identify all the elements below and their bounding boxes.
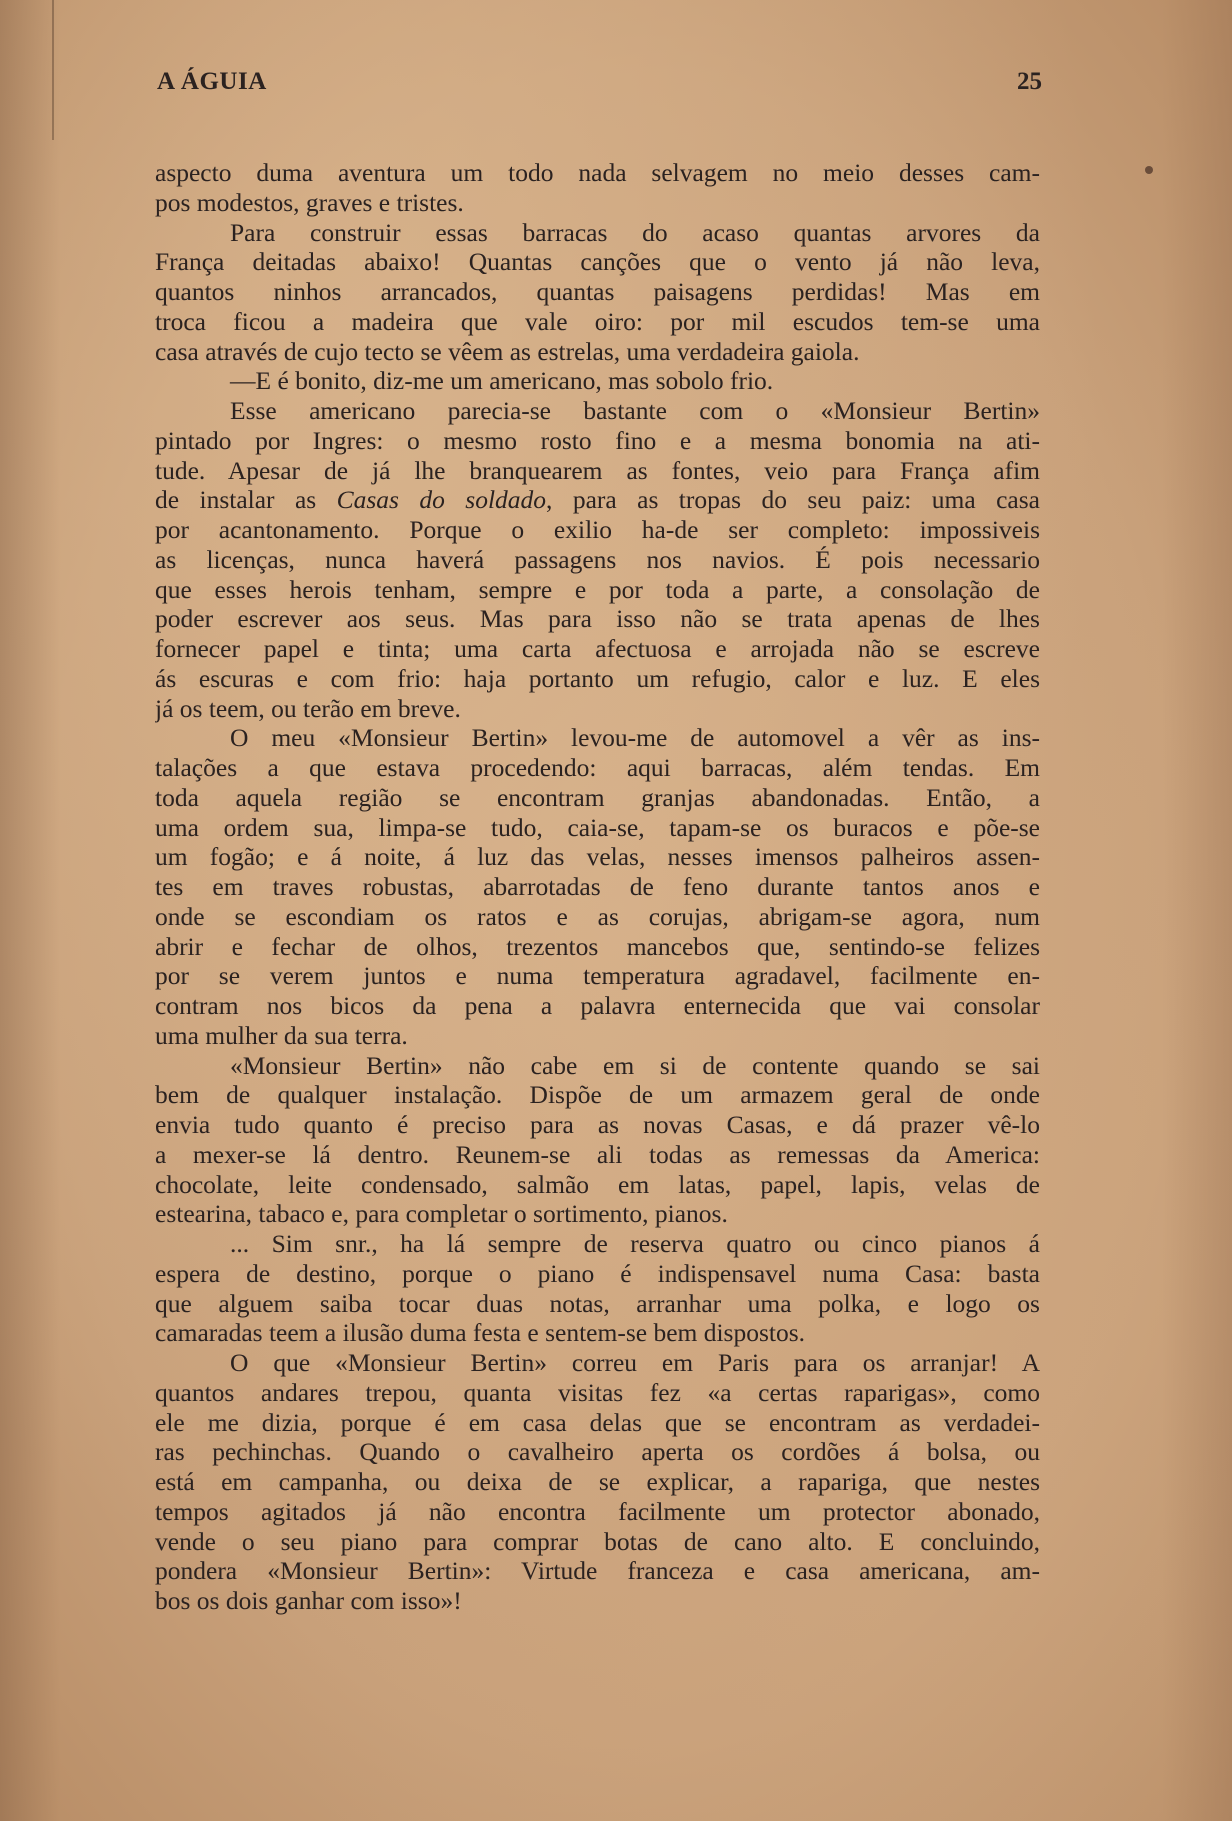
- text-line: —E é bonito, diz-me um americano, mas sobolo frio.: [230, 366, 774, 396]
- text-line: França deitadas abaixo! Quantas canções que o vento já não leva,: [155, 247, 1040, 277]
- text-line: camaradas teem a ilusão duma festa e sentem-se bem dispostos.: [155, 1318, 806, 1348]
- running-head: [157, 68, 1042, 108]
- text-line: já os teem, ou terão em breve.: [155, 693, 461, 723]
- text-line: contram nos bicos da pena a palavra enternecida que vai consolar: [155, 991, 1040, 1020]
- text-line: casa através de cujo tecto se vêem as estrelas, uma verdadeira gaiola.: [155, 336, 860, 366]
- body-text: [155, 158, 1040, 1616]
- text-line: abrir e fechar de olhos, trezentos mancebos que, sentindo-se felizes: [155, 931, 1040, 961]
- page-number: 25: [1017, 68, 1042, 95]
- text-line: vende o seu piano para comprar botas de cano alto. E concluindo,: [155, 1526, 1040, 1556]
- text-line: poder escrever aos seus. Mas para isso não se trata apenas de lhes: [155, 604, 1040, 634]
- text-line: tes em traves robustas, abarrotadas de feno durante tantos anos e: [155, 872, 1040, 901]
- text-line: fornecer papel e tinta; uma carta afectuosa e arrojada não se escreve: [155, 634, 1040, 663]
- text-line: aspecto duma aventura um todo nada selvagem no meio desses cam-: [155, 158, 1040, 187]
- text-line: bos os dois ganhar com isso»!: [155, 1586, 462, 1615]
- text-line: está em campanha, ou deixa de se explicar, a rapariga, que nestes: [155, 1467, 1040, 1496]
- ink-spot: [1145, 166, 1153, 174]
- text-line: ele me dizia, porque é em casa delas que se encontram as verdadei-: [155, 1407, 1040, 1437]
- page-crease: [52, 0, 54, 140]
- text-line: as licenças, nunca haverá passagens nos navios. É pois necessario: [155, 544, 1040, 574]
- text-line: uma mulher da sua terra.: [155, 1020, 408, 1050]
- text-line: por acantonamento. Porque o exilio ha-de ser completo: impossiveis: [155, 515, 1040, 544]
- text-line: pondera «Monsieur Bertin»: Virtude franceza e casa americana, am-: [155, 1556, 1040, 1586]
- text-line: «Monsieur Bertin» não cabe em si de contente quando se sai: [230, 1050, 1040, 1080]
- italic-title: Casas do soldado: [336, 485, 547, 515]
- text-line: espera de destino, porque o piano é indispensavel numa Casa: basta: [155, 1258, 1040, 1288]
- text-line: quantos andares trepou, quanta visitas fez «a certas raparigas», como: [155, 1377, 1040, 1407]
- text-line: toda aquela região se encontram granjas abandonadas. Então, a: [155, 782, 1040, 812]
- text-line: de instalar as Casas do soldado, para as tropas do seu paiz: uma casa: [155, 485, 1040, 515]
- text-line: talações a que estava procedendo: aqui barracas, além tendas. Em: [155, 753, 1040, 782]
- text-line: tude. Apesar de já lhe branquearem as fontes, veio para França afim: [155, 455, 1040, 485]
- text-line: pos modestos, graves e tristes.: [155, 187, 464, 217]
- journal-title: A ÁGUIA: [157, 68, 267, 95]
- text-line: tempos agitados já não encontra facilmente um protector abonado,: [155, 1496, 1040, 1526]
- text-line: por se verem juntos e numa temperatura agradavel, facilmente en-: [155, 961, 1040, 991]
- text-line: uma ordem sua, limpa-se tudo, caia-se, tapam-se os buracos e põe-se: [155, 812, 1040, 842]
- text-line: ... Sim snr., ha lá sempre de reserva quatro ou cinco pianos á: [230, 1229, 1040, 1258]
- text-line: bem de qualquer instalação. Dispõe de um armazem geral de onde: [155, 1080, 1040, 1110]
- text-line: Esse americano parecia-se bastante com o «Monsieur Bertin»: [230, 396, 1040, 425]
- page-right-shadow: [1162, 0, 1232, 1821]
- text-line: que alguem saiba tocar duas notas, arranhar uma polka, e logo os: [155, 1288, 1040, 1318]
- text-line: a mexer-se lá dentro. Reunem-se ali todas as remessas da America:: [155, 1139, 1040, 1169]
- text-line: Para construir essas barracas do acaso quantas arvores da: [230, 217, 1040, 247]
- text-line: O meu «Monsieur Bertin» levou-me de automovel a vêr as ins-: [230, 723, 1040, 753]
- text-line: pintado por Ingres: o mesmo rosto fino e a mesma bonomia na ati-: [155, 425, 1040, 455]
- text-line: O que «Monsieur Bertin» correu em Paris para os arranjar! A: [230, 1348, 1040, 1377]
- text-line: onde se escondiam os ratos e as corujas, abrigam-se agora, num: [155, 901, 1040, 931]
- text-line: envia tudo quanto é preciso para as novas Casas, e dá prazer vê-lo: [155, 1110, 1040, 1139]
- text-line: quantos ninhos arrancados, quantas paisagens perdidas! Mas em: [155, 277, 1040, 306]
- text-line: troca ficou a madeira que vale oiro: por mil escudos tem-se uma: [155, 306, 1040, 336]
- text-line: ras pechinchas. Quando o cavalheiro aperta os cordões á bolsa, ou: [155, 1437, 1040, 1467]
- page-left-shadow: [0, 0, 60, 1821]
- text-line: que esses herois tenham, sempre e por toda a parte, a consolação de: [155, 574, 1040, 604]
- text-line: estearina, tabaco e, para completar o sortimento, pianos.: [155, 1199, 728, 1229]
- text-line: um fogão; e á noite, á luz das velas, nesses imensos palheiros assen-: [155, 842, 1040, 872]
- text-line: ás escuras e com frio: haja portanto um refugio, calor e luz. E eles: [155, 663, 1040, 693]
- text-line: chocolate, leite condensado, salmão em latas, papel, lapis, velas de: [155, 1169, 1040, 1199]
